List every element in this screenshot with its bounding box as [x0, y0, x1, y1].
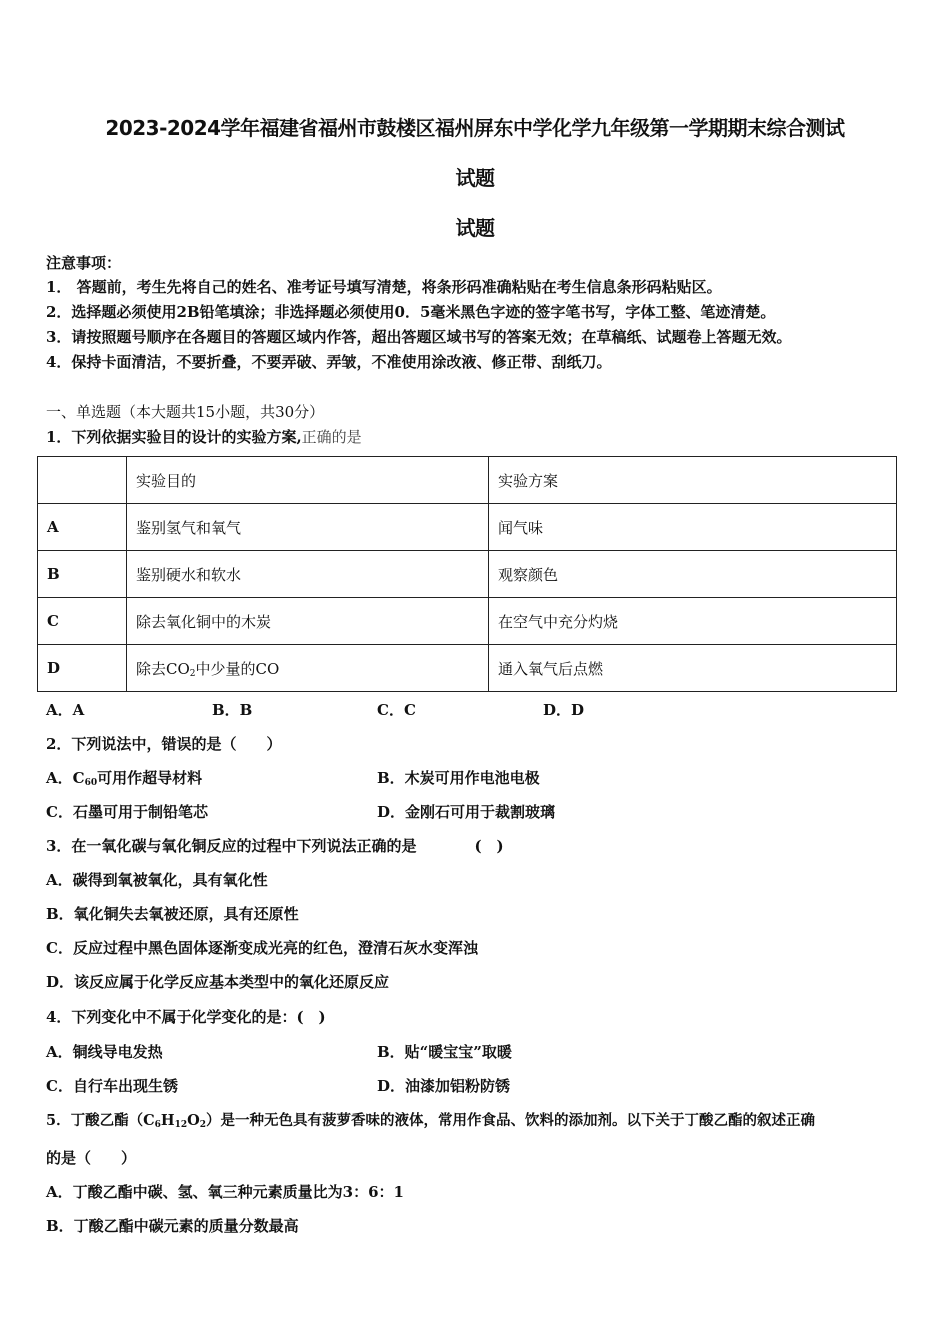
question-3-stem: 3．在一氧化碳与氧化铜反应的过程中下列说法正确的是 ( )	[46, 837, 504, 855]
q5-option-a: A．丁酸乙酯中碳、氢、氧三种元素质量比为3：6：1	[46, 1183, 404, 1201]
question-2-stem: 2．下列说法中，错误的是（ ）	[46, 735, 282, 753]
table-row	[38, 645, 897, 692]
q1-option-d: D．D	[543, 701, 585, 719]
q1-option-c: C．C	[377, 701, 416, 719]
note-item: 2．选择题必须使用2B铅笔填涂；非选择题必须使用0．5毫米黑色字迹的签字笔书写，字体工整、笔迹清楚。	[46, 303, 776, 321]
question-4-stem: 4．下列变化中不属于化学变化的是：( )	[46, 1008, 326, 1026]
note-item: 4．保持卡面清洁，不要折叠，不要弄破、弄皱，不准使用涂改液、修正带、刮纸刀。	[46, 353, 612, 371]
q3-option-b: B．氧化铜失去氧被还原，具有还原性	[46, 905, 299, 923]
table-header-cell: 实验目的	[127, 457, 489, 504]
row-plan: 在空气中充分灼烧	[489, 598, 897, 645]
q1-option-a: A．A	[46, 701, 85, 719]
notes-heading: 注意事项：	[46, 254, 122, 272]
q2-option-c: C．石墨可用于制铅笔芯	[46, 803, 208, 821]
row-purpose: 鉴别氢气和氧气	[127, 504, 489, 551]
section-title: 一、单选题（本大题共15小题，共30分）	[46, 403, 325, 421]
q4-option-b: B．贴“暖宝宝”取暖	[377, 1043, 512, 1061]
note-item: 1． 答题前，考生先将自己的姓名、准考证号填写清楚，将条形码准确粘贴在考生信息条形码粘贴区。	[46, 278, 722, 296]
question-5-stem-continued: 的是（ ）	[46, 1149, 137, 1167]
q3-option-d: D．该反应属于化学反应基本类型中的氧化还原反应	[46, 973, 390, 991]
q2-option-b: B．木炭可用作电池电极	[377, 769, 540, 787]
exam-title: 2023-2024学年福建省福州市鼓楼区福州屏东中学化学九年级第一学期期末综合测试	[105, 116, 845, 140]
q4-option-a: A．铜线导电发热	[46, 1043, 163, 1061]
question-5-stem: 5．丁酸乙酯$(C_6H_{12}O_2)$是一种无色具有菠萝香味的液体，常用作食品、饮料的添加剂。以下关于丁酸乙酯的叙述正确	[46, 1112, 816, 1130]
row-plan: 通入氧气后点燃	[489, 645, 897, 692]
table-row	[38, 504, 897, 551]
row-purpose: 除去氧化铜中的木炭	[127, 598, 489, 645]
row-plan: 闻气味	[489, 504, 897, 551]
table-row	[38, 551, 897, 598]
table-header-cell: 实验方案	[489, 457, 897, 504]
row-label: D	[38, 645, 127, 692]
row-purpose: 除去$CO_2$中少量的CO	[127, 645, 489, 692]
question-1-text-tail: 正确的是	[301, 428, 362, 446]
question-1-text: 1．下列依据实验目的设计的实验方案,	[46, 428, 302, 446]
q3-option-a: A．碳得到氧被氧化，具有氧化性	[46, 871, 268, 889]
note-item: 3．请按照题号顺序在各题目的答题区域内作答，超出答题区域书写的答案无效；在草稿纸、试题卷上答题无效。	[46, 328, 792, 346]
exam-title-continued: 试题	[455, 166, 495, 190]
q4-option-d: D．油漆加铝粉防锈	[377, 1077, 511, 1095]
row-plan: 观察颜色	[489, 551, 897, 598]
experiment-table	[37, 456, 897, 692]
q5-option-b: B．丁酸乙酯中碳元素的质量分数最高	[46, 1217, 299, 1235]
q4-option-c: C．自行车出现生锈	[46, 1077, 178, 1095]
table-header-cell	[38, 457, 127, 504]
question-1-stem	[46, 426, 362, 447]
row-label: A	[38, 504, 127, 551]
q1-option-b: B．B	[212, 701, 253, 719]
row-purpose: 鉴别硬水和软水	[127, 551, 489, 598]
row-label: C	[38, 598, 127, 645]
row-label: B	[38, 551, 127, 598]
table-row	[38, 598, 897, 645]
q2-option-a: A．$C_{60}$可用作超导材料	[46, 769, 203, 788]
exam-subtitle: 试题	[455, 216, 495, 240]
q3-option-c: C．反应过程中黑色固体逐渐变成光亮的红色，澄清石灰水变浑浊	[46, 939, 478, 957]
table-header-row	[38, 457, 897, 504]
q2-option-d: D．金刚石可用于裁割玻璃	[377, 803, 556, 821]
